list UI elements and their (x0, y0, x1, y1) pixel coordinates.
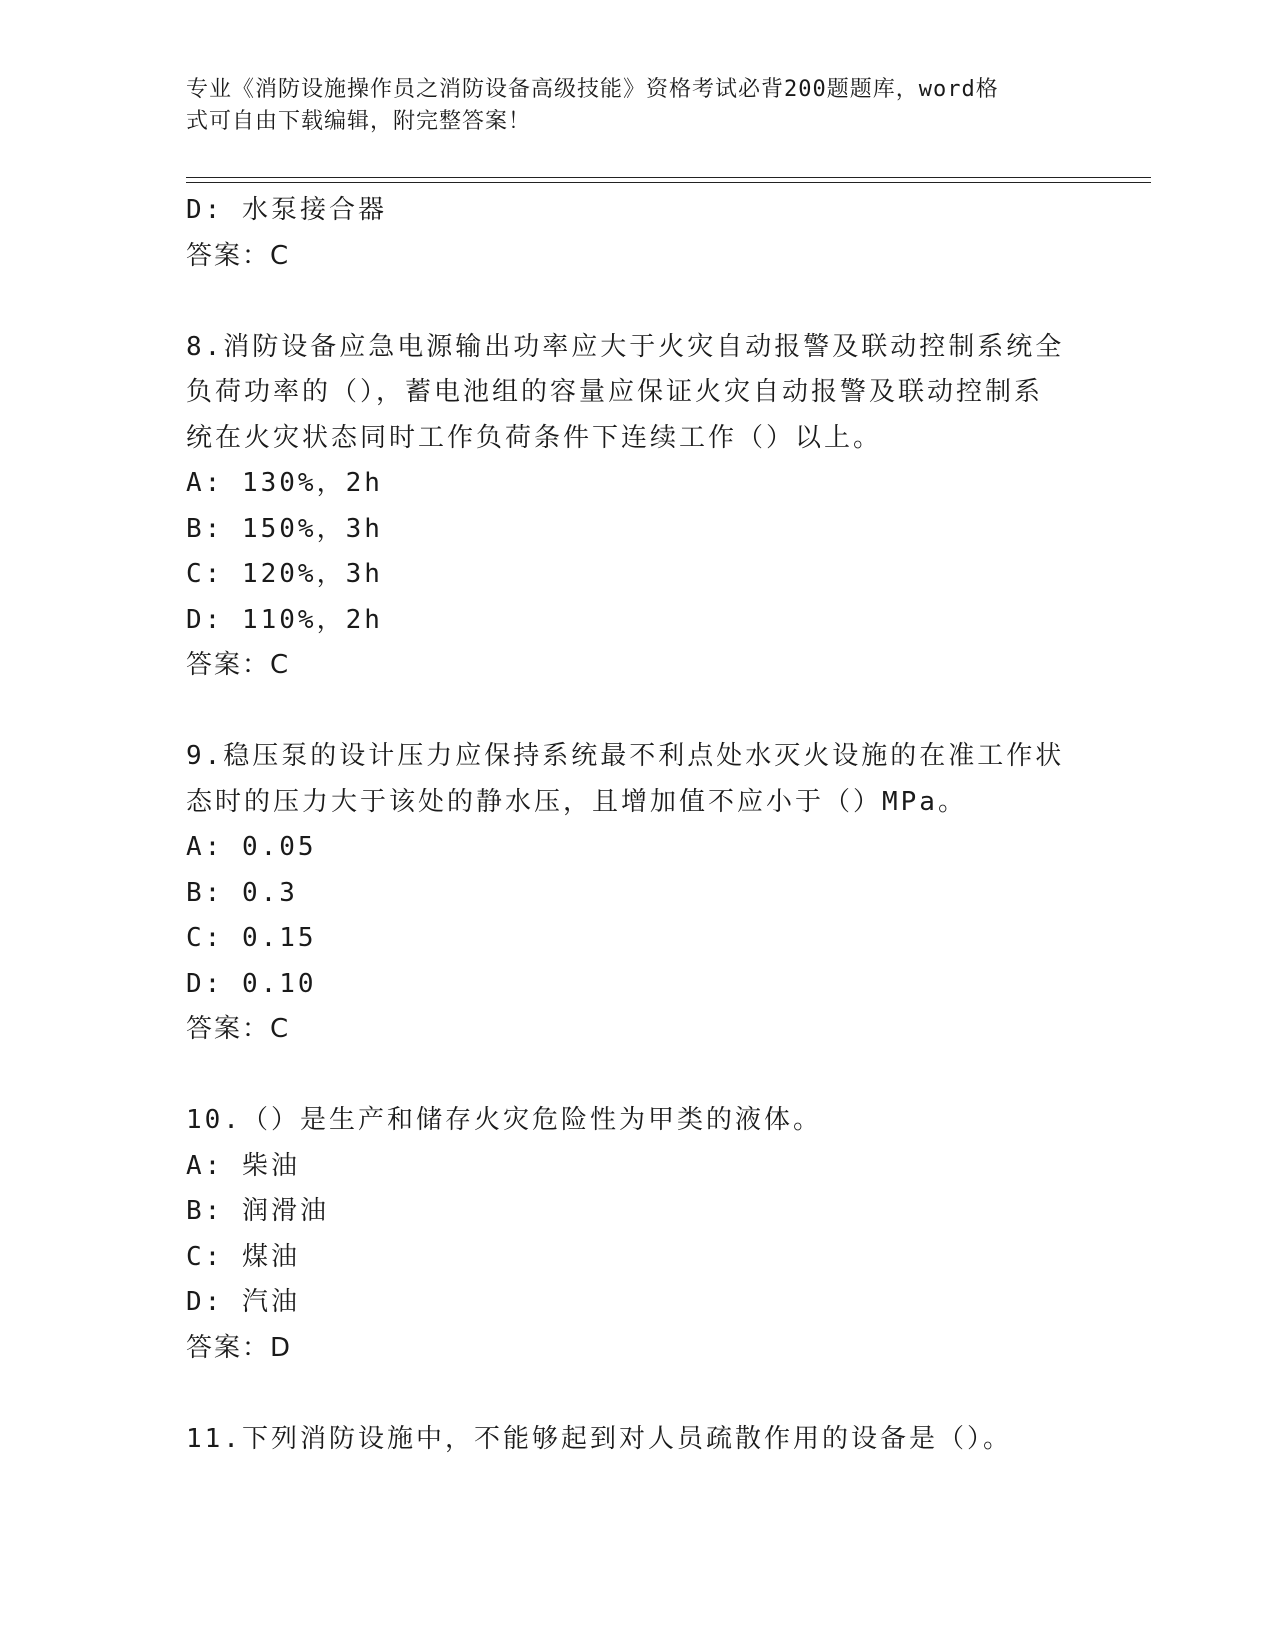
q10-option-b: B: 润滑油 (186, 1196, 329, 1226)
spacer (186, 1053, 1086, 1099)
prev-answer: 答案：C (186, 240, 291, 271)
q9-answer: 答案：C (186, 1014, 291, 1044)
q10-answer: 答案：D (186, 1332, 293, 1363)
header-rule-top (186, 177, 1151, 178)
q8-option-c: C: 120%，3h (186, 559, 383, 589)
q9-option-d: D: 0.10 (186, 968, 317, 999)
q10-text-line-1: 10.（）是生产和储存火灾危险性为甲类的液体。 (186, 1105, 822, 1135)
q9-text-line-2: 态时的压力大于该处的静水压，且增加值不应小于（）MPa。 (186, 786, 967, 817)
q10-option-c: C: 煤油 (186, 1241, 300, 1272)
q9-option-c: C: 0.15 (186, 923, 317, 953)
spacer (186, 279, 1086, 325)
q8-text-line-3: 统在火灾状态同时工作负荷条件下连续工作（）以上。 (186, 422, 883, 453)
q8-answer: 答案：C (186, 650, 291, 680)
q9-text-line-1: 9.稳压泵的设计压力应保持系统最不利点处水灭火设施的在准工作状 (186, 741, 1065, 771)
header-rule-bottom (186, 182, 1151, 183)
q8-text-line-1: 8.消防设备应急电源输出功率应大于火灾自动报警及联动控制系统全 (186, 331, 1065, 362)
q8-option-d: D: 110%，2h (186, 604, 383, 635)
q8-text-line-2: 负荷功率的（），蓄电池组的容量应保证火灾自动报警及联动控制系 (186, 377, 1044, 407)
q9-option-a: A: 0.05 (186, 832, 317, 862)
document-header (186, 74, 1066, 138)
q10-option-a: A: 柴油 (186, 1150, 300, 1181)
q8-option-b: B: 150%，3h (186, 513, 383, 544)
q11-text-line-1: 11.下列消防设施中，不能够起到对人员疏散作用的设备是（）。 (186, 1423, 1012, 1454)
spacer (186, 1371, 1086, 1417)
q9-option-b: B: 0.3 (186, 877, 298, 908)
question-content (186, 188, 1086, 1462)
q8-option-a: A: 130%，2h (186, 468, 383, 498)
spacer (186, 689, 1086, 735)
header-line-2: 式可自由下载编辑，附完整答案！ (186, 109, 532, 134)
q10-option-d: D: 汽油 (186, 1287, 300, 1317)
header-line-1: 专业《消防设施操作员之消防设备高级技能》资格考试必背200题题库，word格 (186, 77, 999, 102)
prev-option-d: D: 水泵接合器 (186, 195, 387, 225)
